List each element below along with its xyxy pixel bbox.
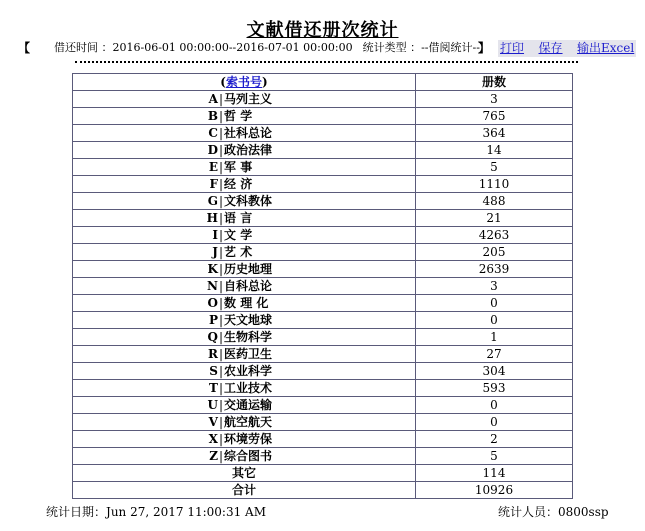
- table-row: [73, 329, 573, 346]
- category-cell: [73, 414, 416, 431]
- category-separator: |: [218, 159, 224, 174]
- table-row: [73, 176, 573, 193]
- count-cell: 0: [416, 295, 573, 312]
- category-name: 天文地球: [224, 312, 273, 327]
- category-separator: |: [218, 210, 224, 225]
- category-cell: [73, 312, 416, 329]
- category-cell: [73, 125, 416, 142]
- criteria-bar: [18, 40, 638, 56]
- count-cell: 2639: [416, 261, 573, 278]
- stat-staff: [498, 503, 609, 520]
- category-code: G: [207, 193, 218, 208]
- category-separator: |: [218, 108, 224, 123]
- category-code: D: [207, 142, 218, 157]
- count-cell: 4263: [416, 227, 573, 244]
- type-value: --借阅统计--: [421, 41, 480, 54]
- table-header-row: [73, 74, 573, 91]
- table-row: [73, 363, 573, 380]
- count-cell: 3: [416, 91, 573, 108]
- stat-staff-label: 统计人员：: [498, 505, 559, 519]
- category-name: 军 事: [224, 159, 253, 174]
- category-code: Q: [207, 329, 218, 344]
- table-row: [73, 91, 573, 108]
- count-cell: 0: [416, 414, 573, 431]
- open-bracket: 【: [18, 41, 31, 55]
- table-row: [73, 227, 573, 244]
- category-name: 医药卫生: [224, 346, 273, 361]
- call-number-header: (索书号): [73, 74, 416, 91]
- category-separator: |: [218, 227, 224, 242]
- category-name: 交通运输: [224, 397, 273, 412]
- category-code: E: [208, 159, 218, 174]
- close-bracket: 】: [478, 41, 491, 55]
- table-row: [73, 414, 573, 431]
- category-cell: [73, 431, 416, 448]
- category-code: T: [209, 380, 218, 395]
- table-row: [73, 159, 573, 176]
- category-name: 航空航天: [224, 414, 273, 429]
- category-separator: |: [218, 142, 224, 157]
- table-row: [73, 346, 573, 363]
- count-cell: 1: [416, 329, 573, 346]
- table-row: [73, 431, 573, 448]
- count-header: 册数: [416, 74, 573, 91]
- category-name: 文 学: [224, 227, 253, 242]
- category-separator: |: [218, 380, 224, 395]
- category-name: 政治法律: [224, 142, 273, 157]
- category-cell: [73, 159, 416, 176]
- category-cell: [73, 176, 416, 193]
- category-separator: |: [218, 244, 224, 259]
- stat-staff-value: 0800ssp: [558, 505, 609, 519]
- total-label: 合计: [73, 482, 416, 499]
- count-cell: 3: [416, 278, 573, 295]
- count-cell: 488: [416, 193, 573, 210]
- category-name: 经 济: [224, 176, 253, 191]
- category-separator: |: [218, 346, 224, 361]
- category-code: V: [208, 414, 218, 429]
- category-separator: |: [218, 91, 224, 106]
- category-cell: [73, 261, 416, 278]
- category-separator: |: [218, 261, 224, 276]
- category-code: U: [207, 397, 218, 412]
- category-code: N: [207, 278, 218, 293]
- count-cell: 27: [416, 346, 573, 363]
- category-cell: [73, 108, 416, 125]
- category-code: J: [212, 244, 218, 259]
- category-code: K: [207, 261, 218, 276]
- stat-date: [46, 503, 266, 520]
- category-separator: |: [218, 176, 224, 191]
- action-links: [498, 40, 636, 57]
- category-separator: |: [218, 414, 224, 429]
- category-name: 马列主义: [224, 91, 273, 106]
- category-separator: |: [218, 193, 224, 208]
- table-row: [73, 193, 573, 210]
- count-cell: 0: [416, 397, 573, 414]
- total-count: 10926: [416, 482, 573, 499]
- category-code: X: [208, 431, 218, 446]
- criteria-text: [54, 40, 480, 56]
- category-name: 数 理 化: [224, 295, 269, 310]
- count-cell: 304: [416, 363, 573, 380]
- total-row: [73, 482, 573, 499]
- category-code: Z: [209, 448, 218, 463]
- other-count: 114: [416, 465, 573, 482]
- save-link[interactable]: 保存: [538, 41, 563, 55]
- type-label: 统计类型 ：: [362, 41, 422, 54]
- category-code: F: [209, 176, 218, 191]
- category-cell: [73, 363, 416, 380]
- category-cell: [73, 295, 416, 312]
- category-name: 语 言: [224, 210, 253, 225]
- category-separator: |: [218, 312, 224, 327]
- category-name: 农业科学: [224, 363, 273, 378]
- stat-date-value: Jun 27, 2017 11:00:31 AM: [106, 505, 267, 519]
- table-row: [73, 142, 573, 159]
- other-row: [73, 465, 573, 482]
- category-code: O: [207, 295, 218, 310]
- count-cell: 14: [416, 142, 573, 159]
- category-name: 生物科学: [224, 329, 273, 344]
- category-code: R: [207, 346, 218, 361]
- category-separator: |: [218, 397, 224, 412]
- category-cell: [73, 91, 416, 108]
- table-row: [73, 312, 573, 329]
- table-row: [73, 125, 573, 142]
- time-label: 借还时间 ：: [54, 41, 113, 54]
- category-cell: [73, 193, 416, 210]
- category-name: 哲 学: [224, 108, 253, 123]
- category-separator: |: [218, 448, 224, 463]
- category-cell: [73, 380, 416, 397]
- category-separator: |: [218, 125, 224, 140]
- export-excel-link[interactable]: 输出Excel: [577, 41, 635, 55]
- category-name: 社科总论: [224, 125, 273, 140]
- category-cell: [73, 142, 416, 159]
- category-code: I: [212, 227, 218, 242]
- call-number-sort-link[interactable]: 索书号: [225, 74, 262, 89]
- table-row: [73, 278, 573, 295]
- category-separator: |: [218, 431, 224, 446]
- table-row: [73, 210, 573, 227]
- category-separator: |: [218, 363, 224, 378]
- category-name: 工业技术: [224, 380, 273, 395]
- report-title: 文献借还册次统计: [246, 20, 399, 41]
- category-name: 历史地理: [224, 261, 273, 276]
- count-cell: 0: [416, 312, 573, 329]
- category-code: S: [209, 363, 218, 378]
- count-cell: 593: [416, 380, 573, 397]
- count-cell: 765: [416, 108, 573, 125]
- table-row: [73, 244, 573, 261]
- category-cell: [73, 329, 416, 346]
- category-separator: |: [218, 329, 224, 344]
- count-cell: 21: [416, 210, 573, 227]
- count-cell: 5: [416, 448, 573, 465]
- table-row: [73, 397, 573, 414]
- table-row: [73, 295, 573, 312]
- time-range: 2016-06-01 00:00:00--2016-07-01 00:00:00: [112, 41, 353, 54]
- category-code: P: [208, 312, 218, 327]
- category-code: C: [208, 125, 218, 140]
- category-code: H: [206, 210, 218, 225]
- count-cell: 2: [416, 431, 573, 448]
- category-cell: [73, 346, 416, 363]
- category-cell: [73, 397, 416, 414]
- category-name: 综合图书: [224, 448, 273, 463]
- table-row: [73, 380, 573, 397]
- stat-date-label: 统计日期：: [46, 505, 107, 519]
- category-name: 环境劳保: [224, 431, 273, 446]
- category-separator: |: [218, 295, 224, 310]
- category-cell: [73, 448, 416, 465]
- dotted-divider: [75, 61, 578, 63]
- count-cell: 5: [416, 159, 573, 176]
- category-code: B: [207, 108, 218, 123]
- category-name: 自科总论: [224, 278, 273, 293]
- category-separator: |: [218, 278, 224, 293]
- table-row: [73, 448, 573, 465]
- category-code: A: [208, 91, 218, 106]
- count-cell: 1110: [416, 176, 573, 193]
- category-cell: [73, 227, 416, 244]
- print-link[interactable]: 打印: [500, 41, 525, 55]
- category-name: 文科教体: [224, 193, 273, 208]
- category-cell: [73, 278, 416, 295]
- category-cell: [73, 244, 416, 261]
- category-name: 艺 术: [224, 244, 253, 259]
- table-row: [73, 108, 573, 125]
- count-cell: 205: [416, 244, 573, 261]
- count-cell: 364: [416, 125, 573, 142]
- table-row: [73, 261, 573, 278]
- other-label: 其它: [73, 465, 416, 482]
- statistics-table: [72, 73, 573, 499]
- category-cell: [73, 210, 416, 227]
